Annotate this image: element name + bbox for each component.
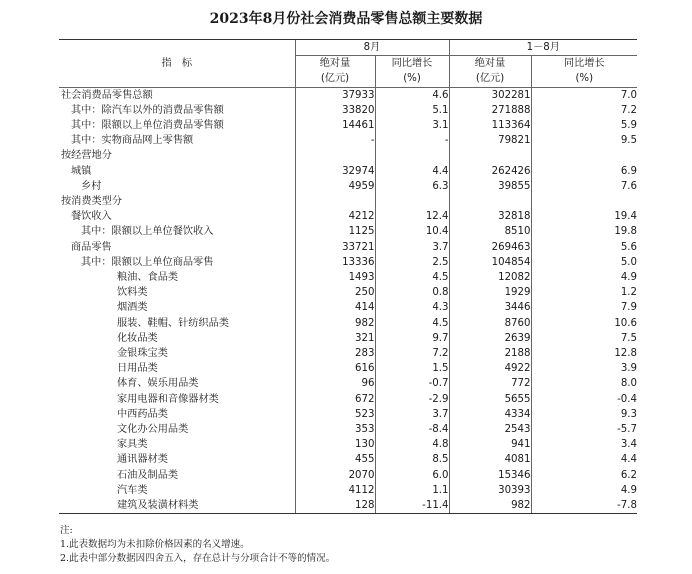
row-label: 金银珠宝类 xyxy=(117,348,168,360)
note-1: 1.此表数据均为未扣除价格因素的名义增速。 xyxy=(60,539,250,550)
ytd-yoy-cell: 6.2 xyxy=(531,468,637,483)
ytd-abs-cell: 8510 xyxy=(449,224,531,239)
table-row xyxy=(59,392,637,407)
table-row xyxy=(59,331,637,346)
row-label: 餐饮收入 xyxy=(71,211,112,223)
ytd-abs-cell: 271888 xyxy=(449,103,531,118)
aug-abs-cell: 353 xyxy=(295,422,375,437)
table-row xyxy=(59,468,637,483)
ytd-abs-cell: 982 xyxy=(449,498,531,514)
aug-yoy-cell: 6.0 xyxy=(375,468,449,483)
table-row xyxy=(59,87,637,103)
ytd-yoy-cell: 7.9 xyxy=(531,300,637,315)
aug-abs-cell: 130 xyxy=(295,437,375,452)
aug-abs-cell: 13336 xyxy=(295,255,375,270)
aug-yoy-cell: 10.4 xyxy=(375,224,449,239)
row-label: 其中：限额以上单位商品零售 xyxy=(81,256,214,268)
aug-abs-unit: (亿元) xyxy=(295,71,375,87)
row-label: 按消费类型分 xyxy=(61,196,123,208)
row-label: 家具类 xyxy=(117,439,148,451)
table-row xyxy=(59,133,637,148)
aug-yoy-cell: 7.2 xyxy=(375,346,449,361)
table-row xyxy=(59,209,637,224)
row-label: 饮料类 xyxy=(117,287,148,299)
row-label: 石油及制品类 xyxy=(117,469,179,481)
ytd-abs-cell: 12082 xyxy=(449,270,531,285)
ytd-yoy-cell: 4.4 xyxy=(531,452,637,467)
table-body xyxy=(59,40,637,514)
row-label: 粮油、食品类 xyxy=(117,272,179,284)
ytd-abs-cell xyxy=(449,148,531,163)
row-label: 中西药品类 xyxy=(117,408,168,420)
table-row xyxy=(59,118,637,133)
row-label: 乡村 xyxy=(81,180,102,192)
ytd-abs-cell: 2543 xyxy=(449,422,531,437)
ytd-yoy-cell: 9.3 xyxy=(531,407,637,422)
aug-header: 8月 xyxy=(295,40,449,56)
aug-abs-cell: 321 xyxy=(295,331,375,346)
ytd-abs-cell: 302281 xyxy=(449,87,531,103)
ytd-abs-unit: (亿元) xyxy=(449,71,531,87)
aug-yoy-cell xyxy=(375,148,449,163)
ytd-abs-cell: 30393 xyxy=(449,483,531,498)
row-label: 体育、娱乐用品类 xyxy=(117,378,199,390)
aug-yoy-cell: -11.4 xyxy=(375,498,449,514)
ytd-yoy-cell: 5.9 xyxy=(531,118,637,133)
table-row xyxy=(59,361,637,376)
aug-yoy-cell: 3.7 xyxy=(375,240,449,255)
ytd-abs-cell: 8760 xyxy=(449,316,531,331)
ytd-abs-cell: 941 xyxy=(449,437,531,452)
ytd-yoy-cell xyxy=(531,194,637,209)
ytd-yoy-cell: -7.8 xyxy=(531,498,637,514)
notes-heading: 注: xyxy=(60,525,73,536)
table-row xyxy=(59,148,637,163)
aug-yoy-cell: 4.4 xyxy=(375,164,449,179)
aug-abs-header: 绝对量 xyxy=(295,56,375,72)
row-label: 服装、鞋帽、针纺织品类 xyxy=(117,317,230,329)
aug-yoy-cell: 0.8 xyxy=(375,285,449,300)
ytd-abs-header: 绝对量 xyxy=(449,56,531,72)
aug-abs-cell: 283 xyxy=(295,346,375,361)
row-label: 城镇 xyxy=(71,165,92,177)
indicator-header: 指 标 xyxy=(59,40,295,88)
aug-abs-cell: 250 xyxy=(295,285,375,300)
table-row xyxy=(59,285,637,300)
aug-yoy-cell: 6.3 xyxy=(375,179,449,194)
ytd-abs-cell: 4922 xyxy=(449,361,531,376)
footnotes xyxy=(60,524,335,566)
aug-yoy-unit: (%) xyxy=(375,71,449,87)
aug-abs-cell: 128 xyxy=(295,498,375,514)
aug-abs-cell: 37933 xyxy=(295,87,375,103)
ytd-yoy-cell xyxy=(531,148,637,163)
aug-abs-cell: 2070 xyxy=(295,468,375,483)
aug-yoy-cell: 3.7 xyxy=(375,407,449,422)
table-row xyxy=(59,194,637,209)
table-row xyxy=(59,437,637,452)
aug-yoy-cell xyxy=(375,194,449,209)
document-title: 2023年8月份社会消费品零售总额主要数据 xyxy=(209,11,483,27)
aug-abs-cell: 982 xyxy=(295,316,375,331)
row-label: 其中：实物商品网上零售额 xyxy=(71,135,194,147)
ytd-yoy-cell: 5.0 xyxy=(531,255,637,270)
ytd-yoy-cell: 3.9 xyxy=(531,361,637,376)
ytd-yoy-cell: 7.0 xyxy=(531,87,637,103)
ytd-yoy-cell: 4.9 xyxy=(531,483,637,498)
row-label: 建筑及装潢材料类 xyxy=(59,498,295,514)
aug-abs-cell: 523 xyxy=(295,407,375,422)
aug-yoy-cell: 12.4 xyxy=(375,209,449,224)
ytd-yoy-cell: 3.4 xyxy=(531,437,637,452)
row-label: 烟酒类 xyxy=(117,302,148,314)
ytd-abs-cell: 1929 xyxy=(449,285,531,300)
ytd-yoy-unit: (%) xyxy=(531,71,637,87)
table-row xyxy=(59,300,637,315)
row-label: 日用品类 xyxy=(117,363,158,375)
aug-yoy-cell: 4.3 xyxy=(375,300,449,315)
row-label: 汽车类 xyxy=(117,484,148,496)
aug-yoy-cell: 4.5 xyxy=(375,316,449,331)
header-row-periods xyxy=(59,40,637,56)
ytd-abs-cell: 3446 xyxy=(449,300,531,315)
ytd-abs-cell xyxy=(449,194,531,209)
ytd-yoy-cell: -0.4 xyxy=(531,392,637,407)
ytd-header: 1－8月 xyxy=(449,40,637,56)
aug-abs-cell: 33820 xyxy=(295,103,375,118)
aug-yoy-cell: -2.9 xyxy=(375,392,449,407)
table-row xyxy=(59,422,637,437)
ytd-abs-cell: 32818 xyxy=(449,209,531,224)
ytd-abs-cell: 269463 xyxy=(449,240,531,255)
ytd-yoy-cell: 12.8 xyxy=(531,346,637,361)
table-row xyxy=(59,240,637,255)
table-row xyxy=(59,452,637,467)
ytd-abs-cell: 39855 xyxy=(449,179,531,194)
table-row xyxy=(59,270,637,285)
table-row xyxy=(59,376,637,391)
ytd-abs-cell: 772 xyxy=(449,376,531,391)
ytd-abs-cell: 4081 xyxy=(449,452,531,467)
aug-abs-cell: 4212 xyxy=(295,209,375,224)
table-row xyxy=(59,179,637,194)
row-label: 文化办公用品类 xyxy=(117,424,189,436)
ytd-abs-cell: 104854 xyxy=(449,255,531,270)
aug-abs-cell: 14461 xyxy=(295,118,375,133)
table-row xyxy=(59,164,637,179)
aug-yoy-cell: 1.5 xyxy=(375,361,449,376)
ytd-yoy-cell: 7.2 xyxy=(531,103,637,118)
aug-abs-cell: 4112 xyxy=(295,483,375,498)
ytd-yoy-header: 同比增长 xyxy=(531,56,637,72)
aug-abs-cell: 33721 xyxy=(295,240,375,255)
aug-yoy-cell: 4.8 xyxy=(375,437,449,452)
row-label: 家用电器和音像器材类 xyxy=(117,393,219,405)
aug-abs-cell: 1493 xyxy=(295,270,375,285)
aug-abs-cell xyxy=(295,148,375,163)
aug-abs-cell: 414 xyxy=(295,300,375,315)
ytd-abs-cell: 79821 xyxy=(449,133,531,148)
ytd-yoy-cell: 1.2 xyxy=(531,285,637,300)
table-row xyxy=(59,224,637,239)
ytd-yoy-cell: 7.6 xyxy=(531,179,637,194)
ytd-yoy-cell: 7.5 xyxy=(531,331,637,346)
aug-yoy-header: 同比增长 xyxy=(375,56,449,72)
aug-yoy-cell: - xyxy=(375,133,449,148)
table-row xyxy=(59,316,637,331)
row-label: 其中：限额以上单位餐饮收入 xyxy=(81,226,214,238)
ytd-yoy-cell: -5.7 xyxy=(531,422,637,437)
ytd-abs-cell: 15346 xyxy=(449,468,531,483)
aug-yoy-cell: 8.5 xyxy=(375,452,449,467)
ytd-yoy-cell: 6.9 xyxy=(531,164,637,179)
table-row xyxy=(59,255,637,270)
aug-abs-cell xyxy=(295,194,375,209)
aug-yoy-cell: 9.7 xyxy=(375,331,449,346)
ytd-yoy-cell: 19.4 xyxy=(531,209,637,224)
aug-yoy-cell: 4.6 xyxy=(375,87,449,103)
ytd-abs-cell: 5655 xyxy=(449,392,531,407)
ytd-abs-cell: 113364 xyxy=(449,118,531,133)
ytd-abs-cell: 2639 xyxy=(449,331,531,346)
table-row xyxy=(59,346,637,361)
ytd-yoy-cell: 10.6 xyxy=(531,316,637,331)
aug-yoy-cell: 5.1 xyxy=(375,103,449,118)
aug-yoy-cell: 1.1 xyxy=(375,483,449,498)
row-label: 社会消费品零售总额 xyxy=(61,89,153,101)
aug-yoy-cell: -8.4 xyxy=(375,422,449,437)
note-2: 2.此表中部分数据因四舍五入，存在总计与分项合计不等的情况。 xyxy=(60,553,336,564)
table-row xyxy=(59,103,637,118)
aug-yoy-cell: -0.7 xyxy=(375,376,449,391)
table-row xyxy=(59,407,637,422)
aug-abs-cell: - xyxy=(295,133,375,148)
ytd-abs-cell: 262426 xyxy=(449,164,531,179)
aug-abs-cell: 96 xyxy=(295,376,375,391)
ytd-abs-cell: 4334 xyxy=(449,407,531,422)
ytd-yoy-cell: 5.6 xyxy=(531,240,637,255)
aug-abs-cell: 616 xyxy=(295,361,375,376)
ytd-yoy-cell: 9.5 xyxy=(531,133,637,148)
retail-sales-table xyxy=(59,39,637,514)
aug-abs-cell: 1125 xyxy=(295,224,375,239)
row-label: 通讯器材类 xyxy=(117,454,168,466)
ytd-abs-cell: 2188 xyxy=(449,346,531,361)
aug-yoy-cell: 2.5 xyxy=(375,255,449,270)
aug-yoy-cell: 3.1 xyxy=(375,118,449,133)
aug-yoy-cell: 4.5 xyxy=(375,270,449,285)
table-row xyxy=(59,498,637,514)
aug-abs-cell: 672 xyxy=(295,392,375,407)
row-label: 按经营地分 xyxy=(61,150,112,162)
row-label: 商品零售 xyxy=(71,241,112,253)
table-row xyxy=(59,483,637,498)
row-label: 化妆品类 xyxy=(117,332,158,344)
ytd-yoy-cell: 4.9 xyxy=(531,270,637,285)
aug-abs-cell: 32974 xyxy=(295,164,375,179)
ytd-yoy-cell: 19.8 xyxy=(531,224,637,239)
ytd-yoy-cell: 8.0 xyxy=(531,376,637,391)
aug-abs-cell: 455 xyxy=(295,452,375,467)
aug-abs-cell: 4959 xyxy=(295,179,375,194)
row-label: 其中：限额以上单位消费品零售额 xyxy=(71,120,224,132)
row-label: 其中：除汽车以外的消费品零售额 xyxy=(71,104,224,116)
